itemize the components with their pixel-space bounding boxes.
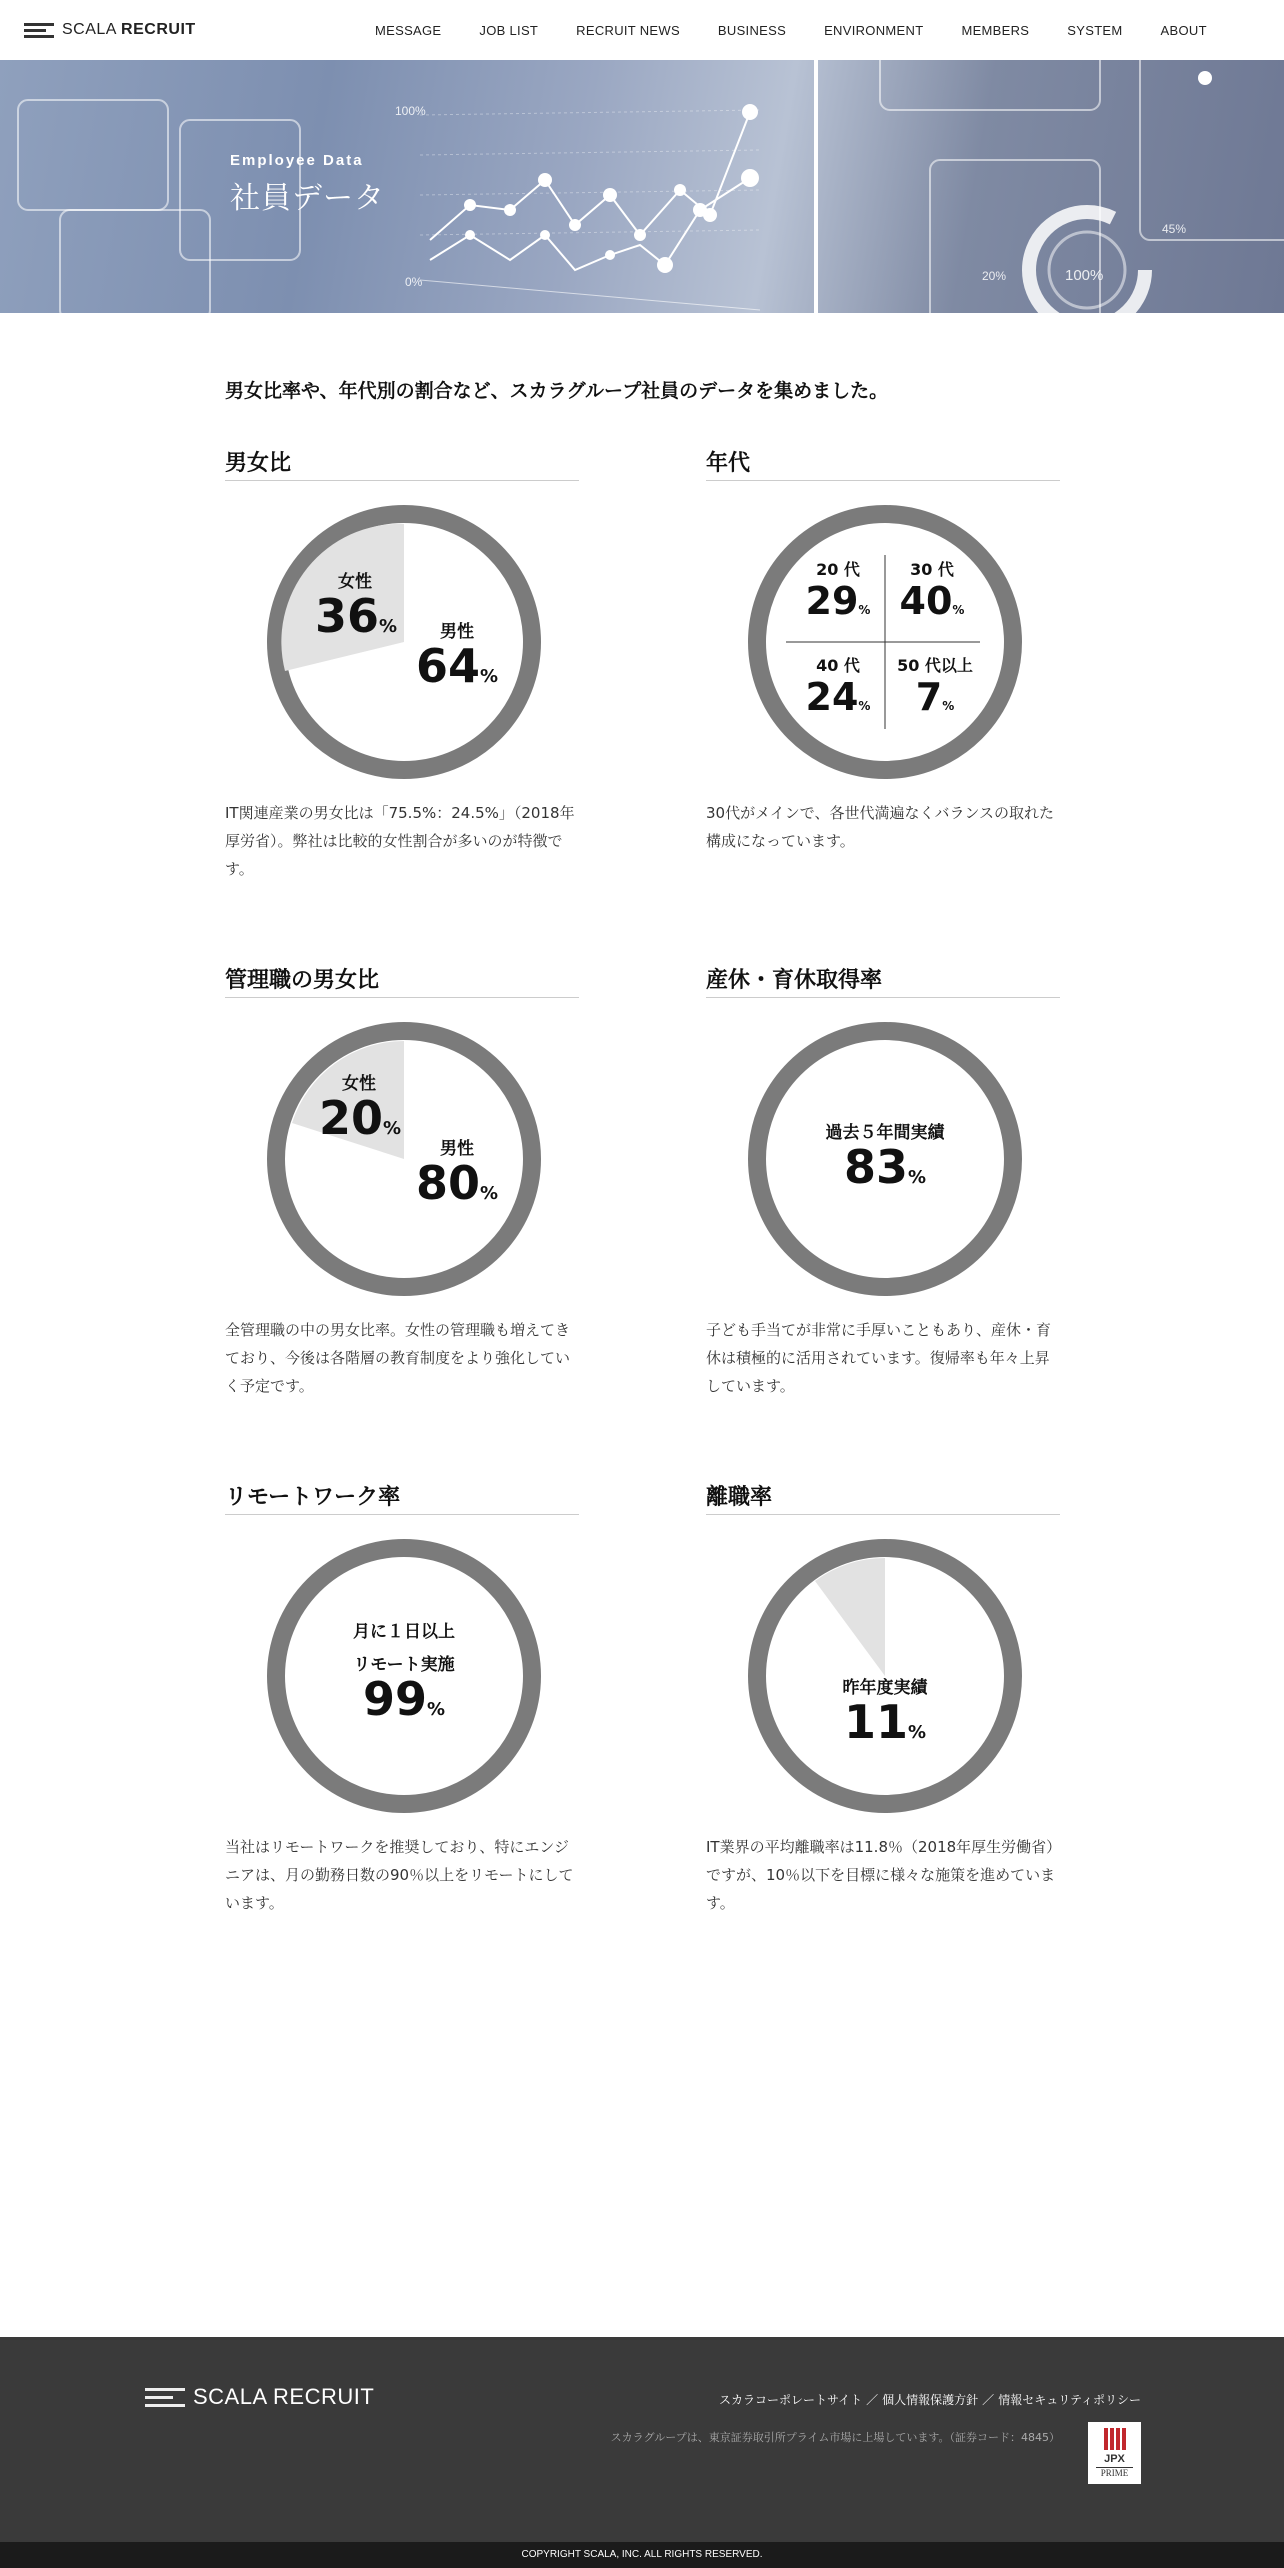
logo-mark-icon	[145, 2387, 187, 2407]
nav-business[interactable]: BUSINESS	[717, 22, 787, 38]
logo-text-bold: RECRUIT	[121, 21, 196, 38]
page-title: 社員データ	[230, 181, 385, 216]
hero-decor-label: 45%	[1162, 222, 1187, 236]
jpx-prime-badge: JPX PRIME	[1088, 2422, 1141, 2484]
footer-link-corporate[interactable]: スカラコーポレートサイト	[718, 2393, 863, 2407]
footer-listing-note: スカラグループは、東京証券取引所プライム市場に上場しています。（証券コード：4845）	[610, 2431, 1060, 2444]
hero-decor-label: 100%	[395, 104, 426, 118]
turnover-card	[706, 1480, 1060, 1917]
section-description: IT関連産業の男女比は「75.5%：24.5%」（2018年厚労省）。弊社は比較的女性割合が多いのが特徴です。	[225, 804, 575, 878]
female-label: 女性 20%	[319, 1074, 402, 1145]
footer-link-separator: ／	[982, 2393, 995, 2407]
remote-work-card	[225, 1480, 579, 1917]
nav-recruit-news[interactable]: RECRUIT NEWS	[576, 22, 680, 38]
footer-logo[interactable]	[145, 2384, 374, 2410]
leave-rate-label: 過去５年間実績 83%	[825, 1123, 945, 1194]
section-title: 産休・育休取得率	[706, 963, 1060, 998]
nav-members[interactable]: MEMBERS	[961, 22, 1030, 38]
manager-pie-chart	[267, 1022, 541, 1296]
site-header	[0, 0, 1284, 60]
footer-logo-text: SCALA RECRUIT	[193, 2384, 375, 2409]
section-title: 男女比	[225, 446, 579, 481]
section-description: 全管理職の中の男女比率。女性の管理職も増えてきており、今後は各階層の教育制度をより強化していく予定です。	[225, 1321, 571, 1395]
nav-message[interactable]: MESSAGE	[375, 22, 442, 38]
parental-leave-chart	[748, 1022, 1022, 1296]
logo-mark-icon	[24, 22, 56, 38]
section-description: 子ども手当てが非常に手厚いこともあり、産休・育休は積極的に活用されています。復帰率も年々上昇しています。	[706, 1321, 1052, 1395]
hero-decor-label: 100%	[1065, 267, 1104, 284]
gender-ratio-card	[225, 446, 579, 883]
footer-links	[719, 2391, 1141, 2408]
age-ratio-card	[706, 446, 1060, 855]
section-title: リモートワーク率	[225, 1480, 579, 1515]
global-nav	[375, 0, 1245, 60]
age-quadrant-chart	[748, 505, 1022, 779]
section-title: 管理職の男女比	[225, 963, 579, 998]
remote-work-chart	[267, 1539, 541, 1813]
nav-job-list[interactable]: JOB LIST	[479, 22, 539, 38]
section-title: 年代	[706, 446, 1060, 481]
parental-leave-card	[706, 963, 1060, 1400]
footer-link-privacy[interactable]: 個人情報保護方針	[882, 2393, 979, 2407]
gender-pie-chart	[267, 505, 541, 779]
male-label: 男性 80%	[415, 1139, 499, 1210]
logo-text-light: SCALA	[62, 21, 117, 38]
jpx-logo-icon	[1088, 2428, 1141, 2450]
site-footer	[0, 2337, 1284, 2542]
hero-decor-label: 20%	[982, 269, 1007, 283]
hero-banner	[0, 60, 1284, 313]
section-description: 30代がメインで、各世代満遍なくバランスの取れた構成になっています。	[706, 804, 1055, 850]
age-50s-label: 50 代以上 7%	[897, 656, 973, 719]
hero-decor-label: 0%	[405, 275, 423, 289]
hero-background-graphic	[0, 60, 1284, 313]
male-label: 男性 64%	[415, 622, 499, 693]
site-logo[interactable]	[24, 20, 196, 40]
manager-ratio-card	[225, 963, 579, 1400]
female-label: 女性 36%	[315, 572, 398, 643]
nav-about[interactable]: ABOUT	[1160, 22, 1207, 38]
nav-environment[interactable]: ENVIRONMENT	[824, 22, 924, 38]
turnover-rate-label: 昨年度実績 11%	[842, 1678, 928, 1749]
turnover-pie-chart	[748, 1539, 1022, 1813]
section-description: 当社はリモートワークを推奨しており、特にエンジニアは、月の勤務日数の90％以上をリモートにしています。	[225, 1838, 574, 1912]
copyright: COPYRIGHT SCALA, INC. ALL RIGHTS RESERVED.	[0, 2542, 1284, 2568]
age-20s-label: 20 代 29%	[805, 560, 871, 623]
section-title: 離職率	[706, 1480, 1060, 1515]
footer-link-security[interactable]: 情報セキュリティポリシー	[998, 2393, 1141, 2407]
age-40s-label: 40 代 24%	[805, 656, 871, 719]
age-30s-label: 30 代 40%	[899, 560, 965, 623]
remote-rate-label: 月に１日以上 リモート実施 99%	[353, 1622, 455, 1726]
nav-system[interactable]: SYSTEM	[1067, 22, 1123, 38]
footer-link-separator: ／	[866, 2393, 879, 2407]
hero-subtitle: Employee Data	[230, 152, 364, 169]
section-description: IT業界の平均離職率は11.8％（2018年厚生労働省）ですが、10％以下を目標に様々な施策を進めています。	[706, 1838, 1056, 1912]
lead-text: 男女比率や、年代別の割合など、スカラグループ社員のデータを集めました。	[225, 380, 889, 402]
